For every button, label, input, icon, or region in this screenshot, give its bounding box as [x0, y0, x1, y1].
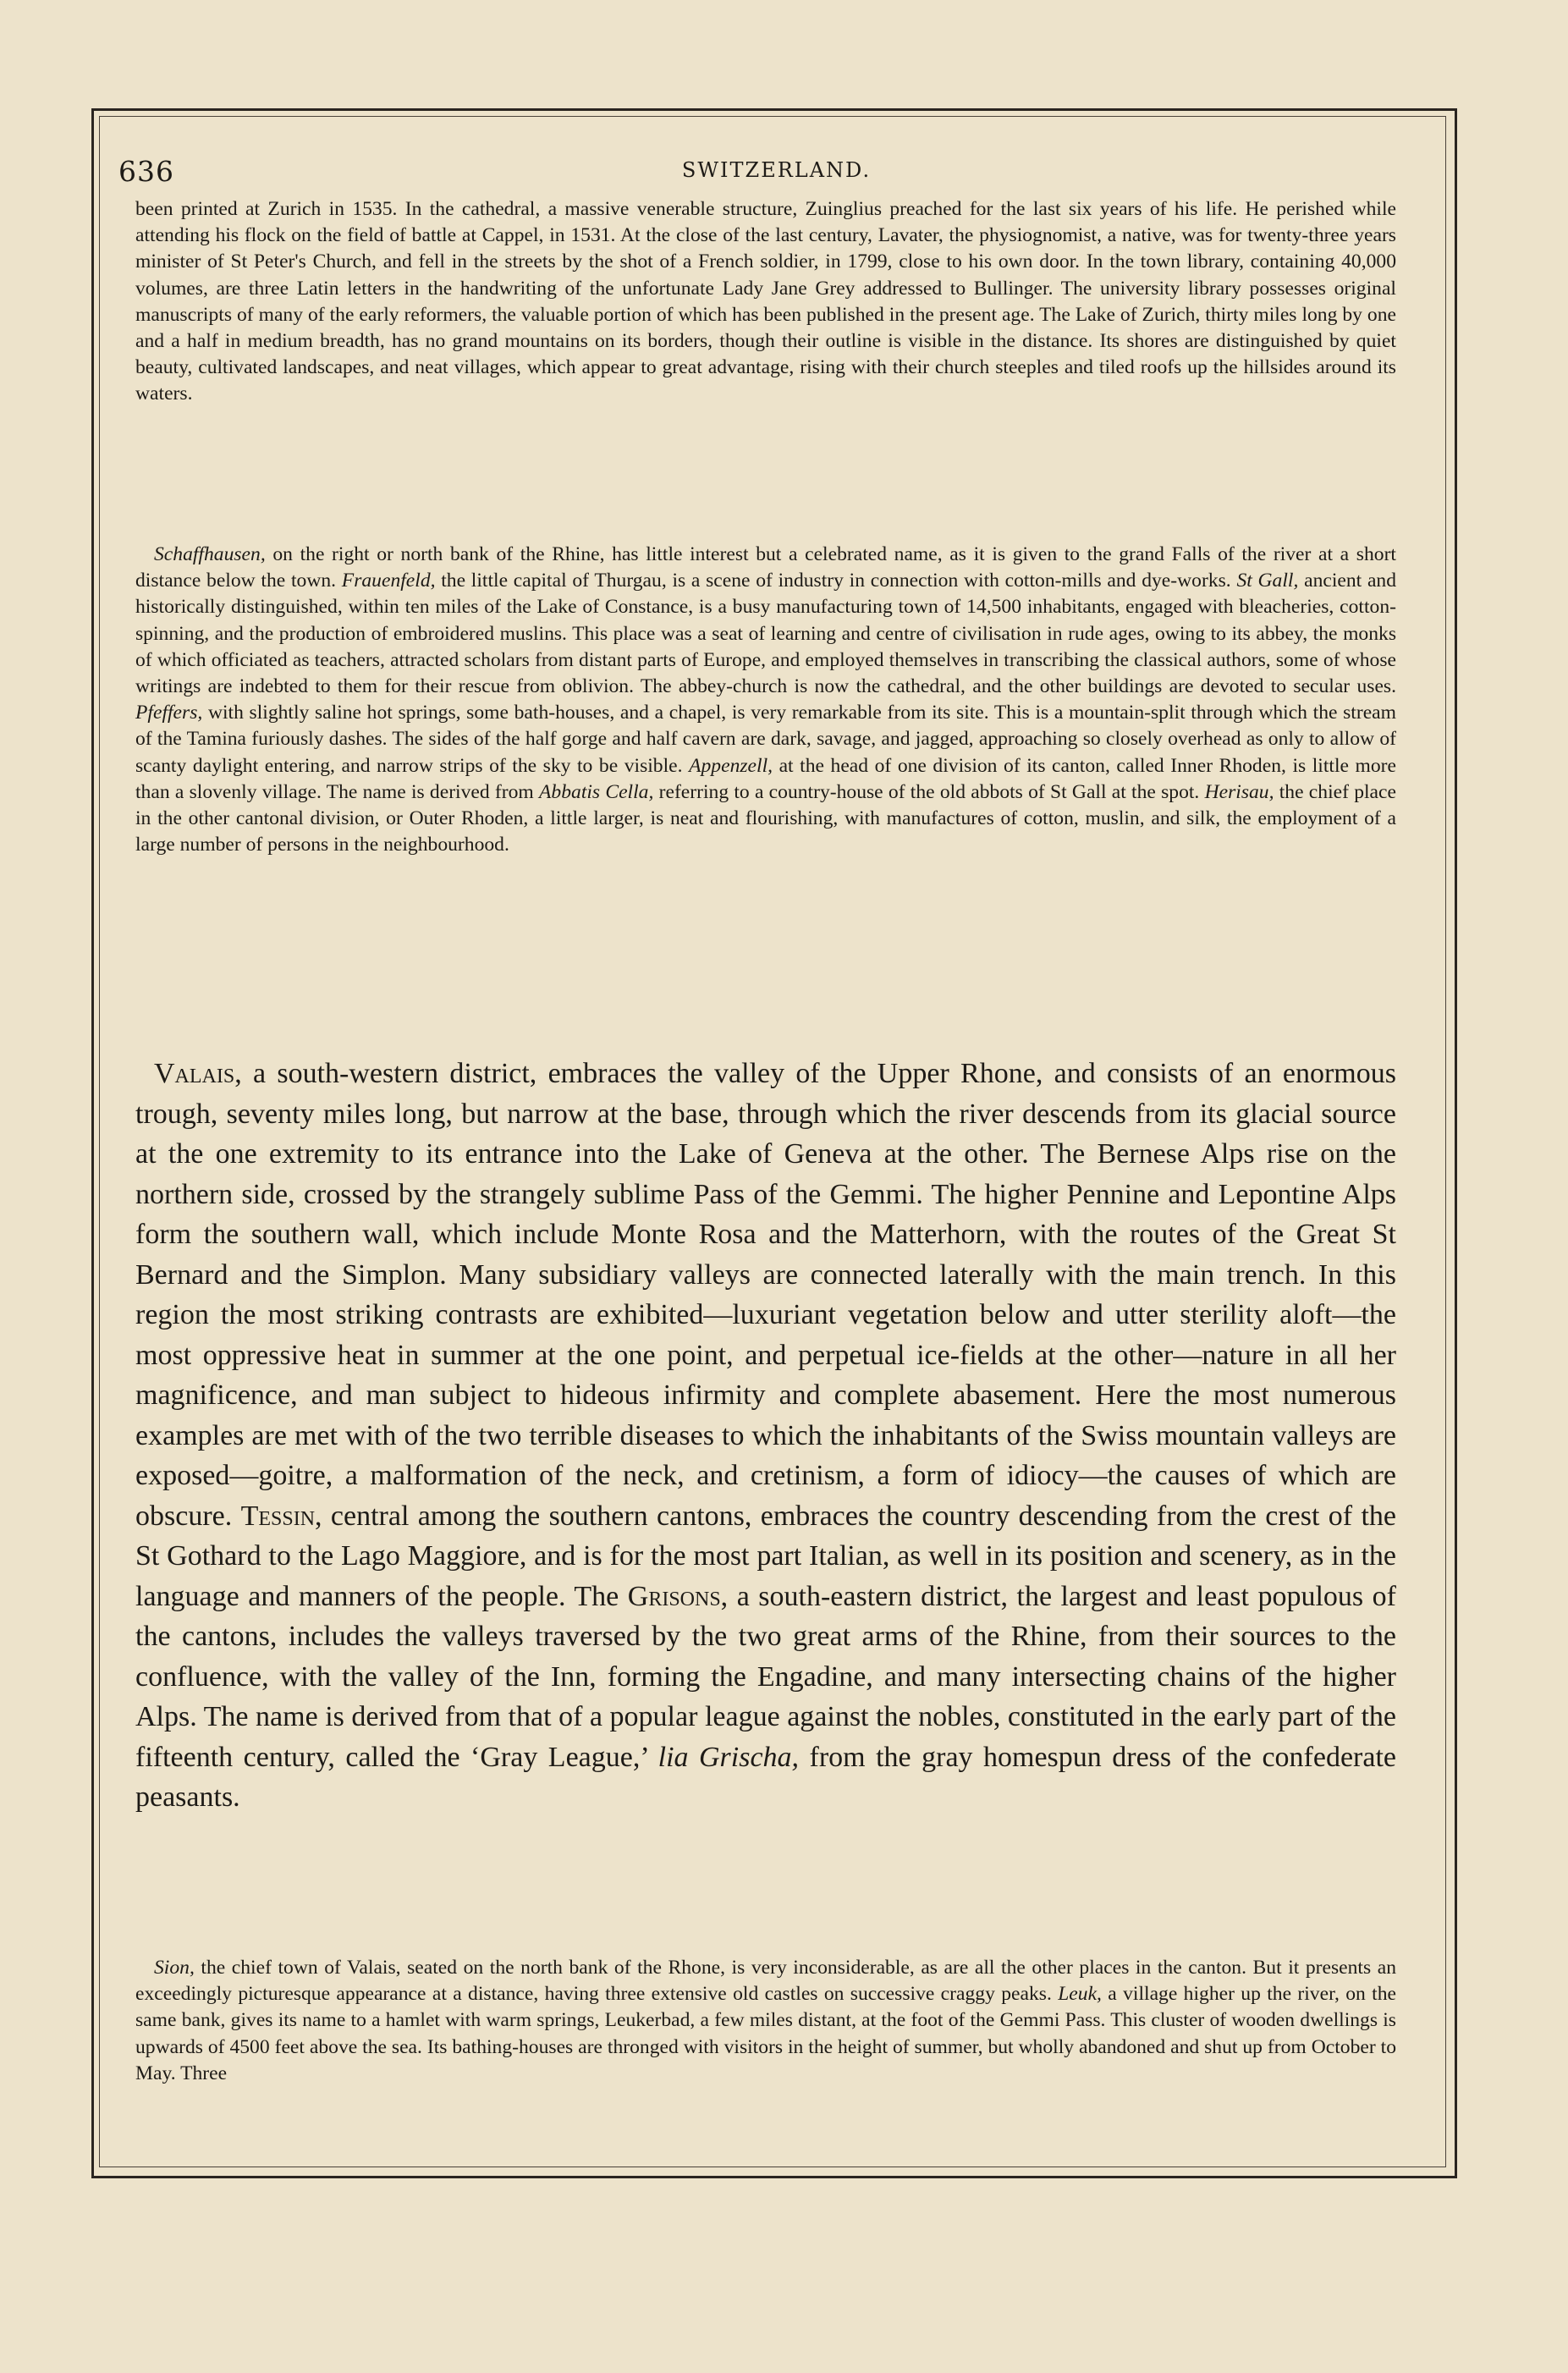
text-segment: the chief town of Valais, seated on the north bank of the Rhone, is very inconsiderable, as are all the other places in the canton. But it presents an exceedingly picturesque appearance at a distance, having three extensive old castles on successive craggy peaks. — [135, 1957, 1396, 2006]
text-segment: a village higher up the river, on the same bank, gives its name to a hamlet with warm springs, Leukerbad, a few miles distant, at the foot of the Gemmi Pass. This cluster of wooden dwellings is upwards of 4500 feet above the sea. Its bathing-houses are thronged with visitors in the height of summer, but wholly abandoned and shut up from October to May. Three — [135, 1983, 1396, 2084]
text-segment: with slightly saline hot springs, some bath-houses, and a chapel, is very remarkable from its site. This is a mountain-split through which the stream of the Tamina furiously dashes. The sides of the half gorge and half cavern are dark, savage, and jagged, approaching so closely overhead as only to allow of scanty daylight entering, and narrow strips of the sky to be visible. — [135, 702, 1396, 777]
text-segment: central among the southern cantons, embraces the country descending from the crest of the St Gothard to the Lago Maggiore, and is for the most part Italian, as well in its position and scenery, as in the language and manners of the people. The — [135, 1500, 1396, 1612]
paragraph-zurich — [135, 196, 1396, 408]
running-title: SWITZERLAND. — [681, 158, 872, 182]
place-leuk: Leuk, — [1058, 1983, 1102, 2006]
paragraph-sion — [135, 1955, 1396, 2087]
text-segment: at the head of one division of its canton, called Inner Rhoden, is little more than a slovenly village. The name is derived from — [135, 754, 1397, 803]
text-segment: the chief place in the other cantonal division, or Outer Rhoden, a little larger, is neat and flourishing, with manufactures of cotton, muslin, and silk, the employment of a large number of persons in the neighbourhood. — [135, 780, 1396, 856]
paragraph-3-text — [135, 1054, 1396, 1818]
place-sion: Sion, — [154, 1957, 195, 1979]
paragraph-towns — [135, 542, 1396, 858]
canton-tessin: Tessin, — [240, 1500, 322, 1532]
term-lia-grischa: lia Grischa, — [657, 1741, 800, 1773]
text-segment: ancient and historically distinguished, within ten miles of the Lake of Constance, is a busy manufacturing town of 14,500 inhabitants, engaged with bleacheries, cotton-spinning, and the production of embroidered muslins. This place was a seat of learning and centre of civilisation in rude ages, owing to its abbey, the monks of which officiated as teachers, attracted scholars from distant parts of Europe, and employed themselves in transcribing the classical authors, some of whose writings are indebted to them for their rescue from oblivion. The abbey-church is now the cathedral, and the other buildings are devoted to secular uses. — [135, 570, 1397, 698]
place-pfeffers: Pfeffers, — [135, 702, 203, 724]
canton-grisons: Grisons, — [627, 1580, 729, 1612]
page-header — [118, 155, 1434, 189]
place-st-gall: St Gall, — [1236, 570, 1299, 592]
text-segment: a south-eastern district, the largest and least populous of the cantons, includes the valleys traversed by the two great arms of the Rhine, from their sources to the confluence, with the valley of the Inn, forming the Engadine, and many intersecting chains of the higher Alps. The name is derived from that of a popular league against the nobles, constituted in the early part of the fifteenth century, called the ‘Gray League,’ — [135, 1580, 1396, 1773]
place-frauenfeld: Frauenfeld, — [341, 570, 436, 592]
text-segment: the little capital of Thurgau, is a scene of industry in connection with cotton-mills and dye-works. — [435, 570, 1237, 592]
paragraph-2-text — [135, 542, 1396, 858]
paragraph-valais — [135, 1054, 1396, 1818]
text-segment: on the right or north bank of the Rhine, has little interest but a celebrated name, as it is given to the grand Falls of the river at a short distance below the town. — [135, 543, 1396, 592]
text-segment: a south-western district, embraces the valley of the Upper Rhone, and consists of an enormous trough, seventy miles long, but narrow at the base, through which the river descends from its glacial source at the one extremity to its entrance into the Lake of Geneva at the other. The Bernese Alps rise on the northern side, crossed by the strangely sublime Pass of the Gemmi. The higher Pennine and Lepontine Alps form the southern wall, which include Monte Rosa and the Matterhorn, with the routes of the Great St Bernard and the Simplon. Many subsidiary valleys are connected laterally with the main trench. In this region the most striking contrasts are exhibited—luxuriant vegetation below and utter sterility aloft—the most oppressive heat in summer at the one point, and perpetual ice-fields at the other—nature in all her magnificence, and man subject to hideous infirmity and complete abasement. Here the most numerous examples are met with of the two terrible diseases to which the inhabitants of the Swiss mountain valleys are exposed—goitre, a malformation of the neck, and cretinism, a form of idiocy—the causes of which are obscure. — [135, 1058, 1396, 1532]
paragraph-4-text — [135, 1955, 1396, 2087]
text-segment: from the gray homespun dress of the confederate peasants. — [135, 1741, 1396, 1813]
place-herisau: Herisau, — [1204, 780, 1274, 803]
place-schaffhausen: Schaffhausen, — [154, 543, 266, 565]
paragraph-1-text: been printed at Zurich in 1535. In the cathedral, a massive venerable structure, Zuinglius preached for the last six years of his life. He perished while attending his flock on the field of battle at Cappel, in 1531. At the close of the last century, Lavater, the physiognomist, a native, was for twenty-three years minister of St Peter's Church, and fell in the streets by the shot of a French soldier, in 1799, close to his own door. In the town library, containing 40,000 volumes, are three Latin letters in the handwriting of the unfortunate Lady Jane Grey addressed to Bullinger. The university library possesses original manuscripts of many of the early reformers, the valuable portion of which has been published in the present age. The Lake of Zurich, thirty miles long by one and a half in medium breadth, has no grand mountains on its borders, though their outline is visible in the distance. Its shores are distinguished by quiet beauty, cultivated landscapes, and neat villages, which appear to great advantage, rising with their church steeples and tiled roofs up the hillsides around its waters. — [135, 198, 1396, 405]
text-segment: referring to a country-house of the old abbots of St Gall at the spot. — [653, 780, 1205, 803]
canton-valais: Valais, — [154, 1058, 242, 1089]
term-abbatis-cella: Abbatis Cella, — [539, 780, 654, 803]
place-appenzell: Appenzell, — [689, 754, 773, 777]
page-number: 636 — [118, 155, 174, 188]
